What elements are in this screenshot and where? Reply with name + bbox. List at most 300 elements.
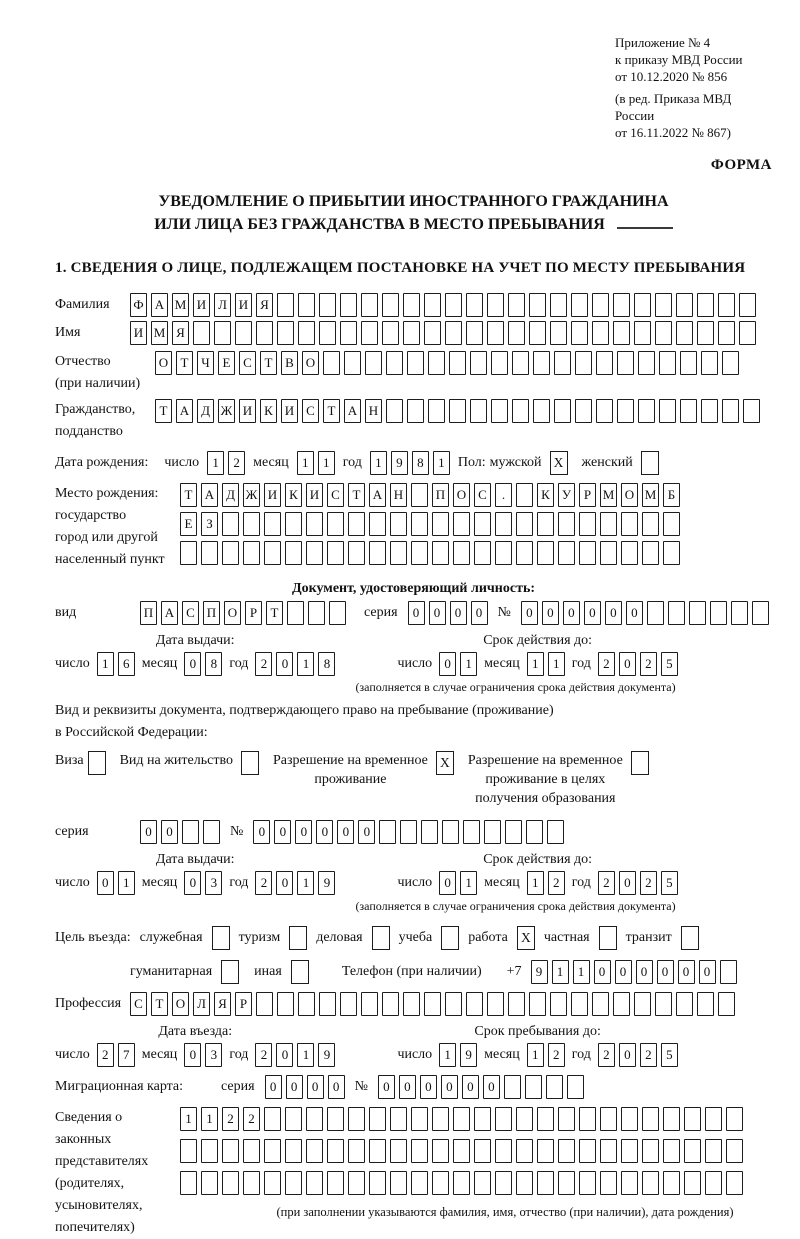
char-cell[interactable] — [382, 321, 399, 345]
char-cell[interactable] — [403, 992, 420, 1016]
char-cell[interactable]: О — [172, 992, 189, 1016]
char-cell[interactable] — [491, 351, 508, 375]
char-cell[interactable] — [306, 541, 323, 565]
char-cell[interactable] — [411, 483, 428, 507]
char-cell[interactable]: Ч — [197, 351, 214, 375]
char-cell[interactable]: 0 — [140, 820, 157, 844]
char-cell[interactable] — [596, 399, 613, 423]
char-cell[interactable]: М — [642, 483, 659, 507]
char-cell[interactable]: 2 — [255, 871, 272, 895]
char-cell[interactable]: 1 — [552, 960, 569, 984]
char-cell[interactable] — [537, 1171, 554, 1195]
char-cell[interactable]: 2 — [598, 1043, 615, 1067]
char-cell[interactable] — [726, 1107, 743, 1131]
char-cell[interactable]: 0 — [678, 960, 695, 984]
char-cell[interactable] — [474, 1139, 491, 1163]
char-cell[interactable] — [718, 992, 735, 1016]
char-cell[interactable] — [659, 399, 676, 423]
char-cell[interactable] — [546, 1075, 563, 1099]
char-cell[interactable] — [663, 1107, 680, 1131]
char-cell[interactable]: 8 — [318, 652, 335, 676]
char-cell[interactable] — [474, 541, 491, 565]
char-cell[interactable] — [638, 399, 655, 423]
char-cell[interactable] — [550, 321, 567, 345]
char-cell[interactable]: 0 — [619, 1043, 636, 1067]
char-cell[interactable] — [306, 1107, 323, 1131]
char-cell[interactable] — [705, 1107, 722, 1131]
char-cell[interactable] — [306, 1139, 323, 1163]
char-cell[interactable]: 0 — [594, 960, 611, 984]
char-cell[interactable] — [466, 321, 483, 345]
char-cell[interactable] — [495, 1171, 512, 1195]
char-cell[interactable]: Т — [180, 483, 197, 507]
char-cell[interactable]: 0 — [378, 1075, 395, 1099]
char-cell[interactable] — [617, 399, 634, 423]
char-cell[interactable] — [432, 1107, 449, 1131]
char-cell[interactable]: Л — [214, 293, 231, 317]
char-cell[interactable]: С — [239, 351, 256, 375]
char-cell[interactable] — [222, 541, 239, 565]
char-cell[interactable]: И — [130, 321, 147, 345]
char-cell[interactable]: 2 — [640, 1043, 657, 1067]
char-cell[interactable] — [642, 1171, 659, 1195]
char-cell[interactable] — [512, 399, 529, 423]
char-cell[interactable] — [600, 541, 617, 565]
char-cell[interactable]: 2 — [243, 1107, 260, 1131]
char-cell[interactable] — [424, 321, 441, 345]
char-cell[interactable] — [379, 820, 396, 844]
char-cell[interactable] — [508, 992, 525, 1016]
char-cell[interactable]: К — [537, 483, 554, 507]
char-cell[interactable] — [731, 601, 748, 625]
char-cell[interactable]: Е — [218, 351, 235, 375]
char-cell[interactable] — [203, 820, 220, 844]
char-cell[interactable] — [466, 293, 483, 317]
char-cell[interactable]: Р — [245, 601, 262, 625]
char-cell[interactable]: 5 — [661, 871, 678, 895]
char-cell[interactable] — [428, 399, 445, 423]
char-cell[interactable]: 0 — [276, 652, 293, 676]
purpose-study-checkbox[interactable] — [441, 926, 459, 950]
char-cell[interactable] — [726, 1171, 743, 1195]
char-cell[interactable] — [537, 1139, 554, 1163]
char-cell[interactable]: 2 — [640, 652, 657, 676]
char-cell[interactable]: 2 — [640, 871, 657, 895]
char-cell[interactable]: Д — [197, 399, 214, 423]
char-cell[interactable] — [484, 820, 501, 844]
purpose-humanitarian-checkbox[interactable] — [221, 960, 239, 984]
char-cell[interactable] — [642, 1107, 659, 1131]
char-cell[interactable] — [634, 293, 651, 317]
char-cell[interactable] — [449, 399, 466, 423]
char-cell[interactable] — [470, 399, 487, 423]
char-cell[interactable] — [697, 293, 714, 317]
char-cell[interactable] — [369, 1107, 386, 1131]
char-cell[interactable] — [701, 399, 718, 423]
char-cell[interactable] — [579, 1107, 596, 1131]
char-cell[interactable]: 2 — [228, 451, 245, 475]
char-cell[interactable] — [319, 293, 336, 317]
char-cell[interactable] — [516, 1107, 533, 1131]
char-cell[interactable]: 0 — [265, 1075, 282, 1099]
char-cell[interactable] — [621, 1107, 638, 1131]
char-cell[interactable] — [369, 1139, 386, 1163]
char-cell[interactable] — [558, 1107, 575, 1131]
char-cell[interactable] — [613, 321, 630, 345]
char-cell[interactable] — [390, 1139, 407, 1163]
char-cell[interactable]: 9 — [391, 451, 408, 475]
char-cell[interactable] — [533, 351, 550, 375]
char-cell[interactable]: 1 — [201, 1107, 218, 1131]
char-cell[interactable]: О — [621, 483, 638, 507]
char-cell[interactable] — [327, 1107, 344, 1131]
char-cell[interactable]: 0 — [441, 1075, 458, 1099]
char-cell[interactable] — [726, 1139, 743, 1163]
char-cell[interactable] — [558, 512, 575, 536]
char-cell[interactable]: 1 — [207, 451, 224, 475]
char-cell[interactable] — [600, 512, 617, 536]
char-cell[interactable] — [504, 1075, 521, 1099]
char-cell[interactable]: И — [235, 293, 252, 317]
char-cell[interactable] — [298, 992, 315, 1016]
char-cell[interactable] — [613, 293, 630, 317]
purpose-private-checkbox[interactable] — [599, 926, 617, 950]
char-cell[interactable] — [487, 321, 504, 345]
char-cell[interactable]: 1 — [527, 871, 544, 895]
char-cell[interactable] — [382, 992, 399, 1016]
char-cell[interactable]: 2 — [598, 871, 615, 895]
char-cell[interactable] — [348, 541, 365, 565]
char-cell[interactable]: 2 — [548, 871, 565, 895]
char-cell[interactable]: П — [203, 601, 220, 625]
char-cell[interactable] — [453, 512, 470, 536]
char-cell[interactable] — [689, 601, 706, 625]
char-cell[interactable]: 1 — [297, 871, 314, 895]
char-cell[interactable] — [487, 293, 504, 317]
char-cell[interactable] — [720, 960, 737, 984]
char-cell[interactable] — [579, 1171, 596, 1195]
char-cell[interactable] — [463, 820, 480, 844]
char-cell[interactable]: 0 — [408, 601, 425, 625]
char-cell[interactable]: 0 — [619, 652, 636, 676]
char-cell[interactable]: 1 — [118, 871, 135, 895]
char-cell[interactable] — [256, 321, 273, 345]
char-cell[interactable]: 0 — [439, 652, 456, 676]
char-cell[interactable]: В — [281, 351, 298, 375]
char-cell[interactable] — [659, 351, 676, 375]
char-cell[interactable]: 0 — [429, 601, 446, 625]
char-cell[interactable]: У — [558, 483, 575, 507]
char-cell[interactable] — [739, 293, 756, 317]
purpose-other-checkbox[interactable] — [291, 960, 309, 984]
char-cell[interactable] — [445, 992, 462, 1016]
char-cell[interactable] — [400, 820, 417, 844]
char-cell[interactable]: 6 — [118, 652, 135, 676]
char-cell[interactable] — [348, 1107, 365, 1131]
char-cell[interactable] — [449, 351, 466, 375]
char-cell[interactable] — [285, 512, 302, 536]
char-cell[interactable]: 1 — [297, 1043, 314, 1067]
char-cell[interactable] — [193, 321, 210, 345]
char-cell[interactable] — [344, 351, 361, 375]
char-cell[interactable] — [180, 1139, 197, 1163]
char-cell[interactable] — [571, 293, 588, 317]
char-cell[interactable]: З — [201, 512, 218, 536]
char-cell[interactable] — [537, 1107, 554, 1131]
char-cell[interactable] — [508, 321, 525, 345]
char-cell[interactable]: Т — [260, 351, 277, 375]
char-cell[interactable] — [600, 1139, 617, 1163]
char-cell[interactable] — [386, 351, 403, 375]
char-cell[interactable]: 9 — [531, 960, 548, 984]
char-cell[interactable]: О — [155, 351, 172, 375]
char-cell[interactable]: 5 — [661, 1043, 678, 1067]
char-cell[interactable] — [386, 399, 403, 423]
char-cell[interactable] — [495, 512, 512, 536]
char-cell[interactable]: 0 — [295, 820, 312, 844]
char-cell[interactable] — [491, 399, 508, 423]
char-cell[interactable] — [592, 293, 609, 317]
char-cell[interactable]: 2 — [97, 1043, 114, 1067]
char-cell[interactable] — [264, 1139, 281, 1163]
char-cell[interactable] — [655, 992, 672, 1016]
char-cell[interactable] — [638, 351, 655, 375]
char-cell[interactable]: 0 — [316, 820, 333, 844]
char-cell[interactable]: С — [130, 992, 147, 1016]
char-cell[interactable] — [487, 992, 504, 1016]
char-cell[interactable] — [600, 1107, 617, 1131]
char-cell[interactable] — [243, 1139, 260, 1163]
char-cell[interactable] — [529, 992, 546, 1016]
char-cell[interactable]: 0 — [286, 1075, 303, 1099]
residence-permit-checkbox[interactable] — [241, 751, 259, 775]
char-cell[interactable]: 0 — [471, 601, 488, 625]
purpose-transit-checkbox[interactable] — [681, 926, 699, 950]
char-cell[interactable] — [298, 321, 315, 345]
char-cell[interactable] — [474, 1107, 491, 1131]
char-cell[interactable]: А — [176, 399, 193, 423]
char-cell[interactable] — [529, 293, 546, 317]
char-cell[interactable] — [697, 321, 714, 345]
char-cell[interactable] — [243, 512, 260, 536]
char-cell[interactable]: Р — [579, 483, 596, 507]
char-cell[interactable] — [558, 1171, 575, 1195]
char-cell[interactable] — [285, 1107, 302, 1131]
char-cell[interactable]: О — [302, 351, 319, 375]
char-cell[interactable] — [369, 541, 386, 565]
char-cell[interactable]: М — [600, 483, 617, 507]
char-cell[interactable]: 1 — [527, 1043, 544, 1067]
char-cell[interactable] — [547, 820, 564, 844]
char-cell[interactable]: Я — [256, 293, 273, 317]
char-cell[interactable]: 3 — [205, 1043, 222, 1067]
char-cell[interactable] — [554, 399, 571, 423]
char-cell[interactable] — [222, 1171, 239, 1195]
char-cell[interactable]: П — [432, 483, 449, 507]
char-cell[interactable] — [722, 399, 739, 423]
char-cell[interactable]: 0 — [307, 1075, 324, 1099]
char-cell[interactable]: 0 — [274, 820, 291, 844]
char-cell[interactable] — [298, 293, 315, 317]
char-cell[interactable] — [697, 992, 714, 1016]
char-cell[interactable] — [718, 293, 735, 317]
char-cell[interactable] — [264, 1171, 281, 1195]
char-cell[interactable] — [214, 321, 231, 345]
char-cell[interactable] — [558, 1139, 575, 1163]
char-cell[interactable] — [411, 1171, 428, 1195]
char-cell[interactable]: 0 — [276, 871, 293, 895]
char-cell[interactable]: 3 — [205, 871, 222, 895]
char-cell[interactable] — [752, 601, 769, 625]
char-cell[interactable] — [663, 1171, 680, 1195]
char-cell[interactable] — [621, 541, 638, 565]
char-cell[interactable] — [533, 399, 550, 423]
char-cell[interactable] — [432, 1139, 449, 1163]
char-cell[interactable]: 0 — [626, 601, 643, 625]
char-cell[interactable] — [453, 541, 470, 565]
char-cell[interactable] — [285, 1139, 302, 1163]
temp-residence-education-checkbox[interactable] — [631, 751, 649, 775]
char-cell[interactable]: 2 — [255, 1043, 272, 1067]
char-cell[interactable] — [340, 321, 357, 345]
char-cell[interactable] — [505, 820, 522, 844]
char-cell[interactable]: 1 — [318, 451, 335, 475]
char-cell[interactable]: Т — [155, 399, 172, 423]
char-cell[interactable] — [529, 321, 546, 345]
char-cell[interactable]: И — [264, 483, 281, 507]
char-cell[interactable]: 0 — [636, 960, 653, 984]
char-cell[interactable] — [680, 399, 697, 423]
char-cell[interactable] — [554, 351, 571, 375]
char-cell[interactable] — [655, 321, 672, 345]
purpose-tourism-checkbox[interactable] — [289, 926, 307, 950]
char-cell[interactable]: С — [302, 399, 319, 423]
char-cell[interactable] — [474, 512, 491, 536]
char-cell[interactable]: И — [193, 293, 210, 317]
char-cell[interactable]: 1 — [527, 652, 544, 676]
char-cell[interactable]: 0 — [542, 601, 559, 625]
char-cell[interactable]: С — [327, 483, 344, 507]
char-cell[interactable] — [264, 541, 281, 565]
char-cell[interactable] — [256, 992, 273, 1016]
char-cell[interactable] — [306, 1171, 323, 1195]
char-cell[interactable]: И — [281, 399, 298, 423]
char-cell[interactable] — [575, 351, 592, 375]
char-cell[interactable] — [676, 293, 693, 317]
char-cell[interactable]: А — [201, 483, 218, 507]
char-cell[interactable] — [424, 992, 441, 1016]
char-cell[interactable]: О — [453, 483, 470, 507]
char-cell[interactable] — [421, 820, 438, 844]
char-cell[interactable]: Н — [365, 399, 382, 423]
char-cell[interactable] — [592, 321, 609, 345]
char-cell[interactable] — [642, 512, 659, 536]
char-cell[interactable] — [596, 351, 613, 375]
char-cell[interactable]: 5 — [661, 652, 678, 676]
visa-checkbox[interactable] — [88, 751, 106, 775]
char-cell[interactable] — [201, 1139, 218, 1163]
char-cell[interactable] — [235, 321, 252, 345]
char-cell[interactable] — [537, 541, 554, 565]
char-cell[interactable] — [453, 1139, 470, 1163]
char-cell[interactable] — [575, 399, 592, 423]
char-cell[interactable] — [432, 512, 449, 536]
char-cell[interactable] — [621, 1171, 638, 1195]
char-cell[interactable] — [567, 1075, 584, 1099]
char-cell[interactable] — [243, 1171, 260, 1195]
char-cell[interactable]: 0 — [253, 820, 270, 844]
char-cell[interactable] — [621, 512, 638, 536]
char-cell[interactable] — [508, 293, 525, 317]
char-cell[interactable] — [432, 541, 449, 565]
char-cell[interactable]: 0 — [615, 960, 632, 984]
char-cell[interactable] — [348, 1171, 365, 1195]
char-cell[interactable] — [743, 399, 760, 423]
char-cell[interactable] — [287, 601, 304, 625]
char-cell[interactable]: 0 — [584, 601, 601, 625]
purpose-work-checkbox[interactable]: X — [517, 926, 535, 950]
char-cell[interactable]: С — [474, 483, 491, 507]
char-cell[interactable]: 0 — [657, 960, 674, 984]
char-cell[interactable] — [403, 293, 420, 317]
char-cell[interactable] — [390, 1107, 407, 1131]
char-cell[interactable] — [684, 1139, 701, 1163]
char-cell[interactable]: 1 — [370, 451, 387, 475]
char-cell[interactable] — [571, 321, 588, 345]
char-cell[interactable]: 0 — [161, 820, 178, 844]
char-cell[interactable] — [285, 1171, 302, 1195]
char-cell[interactable] — [264, 512, 281, 536]
char-cell[interactable] — [407, 351, 424, 375]
char-cell[interactable]: О — [224, 601, 241, 625]
char-cell[interactable]: Ж — [218, 399, 235, 423]
char-cell[interactable]: 1 — [460, 871, 477, 895]
char-cell[interactable] — [445, 293, 462, 317]
char-cell[interactable]: 2 — [255, 652, 272, 676]
char-cell[interactable]: 9 — [318, 1043, 335, 1067]
char-cell[interactable] — [592, 992, 609, 1016]
char-cell[interactable]: С — [182, 601, 199, 625]
char-cell[interactable] — [442, 820, 459, 844]
char-cell[interactable] — [222, 512, 239, 536]
char-cell[interactable]: Б — [663, 483, 680, 507]
char-cell[interactable]: А — [151, 293, 168, 317]
char-cell[interactable] — [361, 992, 378, 1016]
char-cell[interactable]: Д — [222, 483, 239, 507]
char-cell[interactable] — [411, 1139, 428, 1163]
char-cell[interactable]: 1 — [97, 652, 114, 676]
char-cell[interactable] — [739, 321, 756, 345]
char-cell[interactable]: 0 — [450, 601, 467, 625]
char-cell[interactable] — [525, 1075, 542, 1099]
char-cell[interactable] — [600, 1171, 617, 1195]
char-cell[interactable] — [516, 483, 533, 507]
char-cell[interactable]: 1 — [548, 652, 565, 676]
char-cell[interactable]: 1 — [297, 451, 314, 475]
char-cell[interactable]: 8 — [412, 451, 429, 475]
char-cell[interactable]: А — [369, 483, 386, 507]
char-cell[interactable] — [512, 351, 529, 375]
char-cell[interactable]: Ж — [243, 483, 260, 507]
char-cell[interactable] — [474, 1171, 491, 1195]
char-cell[interactable]: К — [285, 483, 302, 507]
char-cell[interactable] — [365, 351, 382, 375]
char-cell[interactable] — [663, 512, 680, 536]
char-cell[interactable]: Л — [193, 992, 210, 1016]
char-cell[interactable] — [684, 1107, 701, 1131]
char-cell[interactable] — [655, 293, 672, 317]
char-cell[interactable]: 0 — [563, 601, 580, 625]
